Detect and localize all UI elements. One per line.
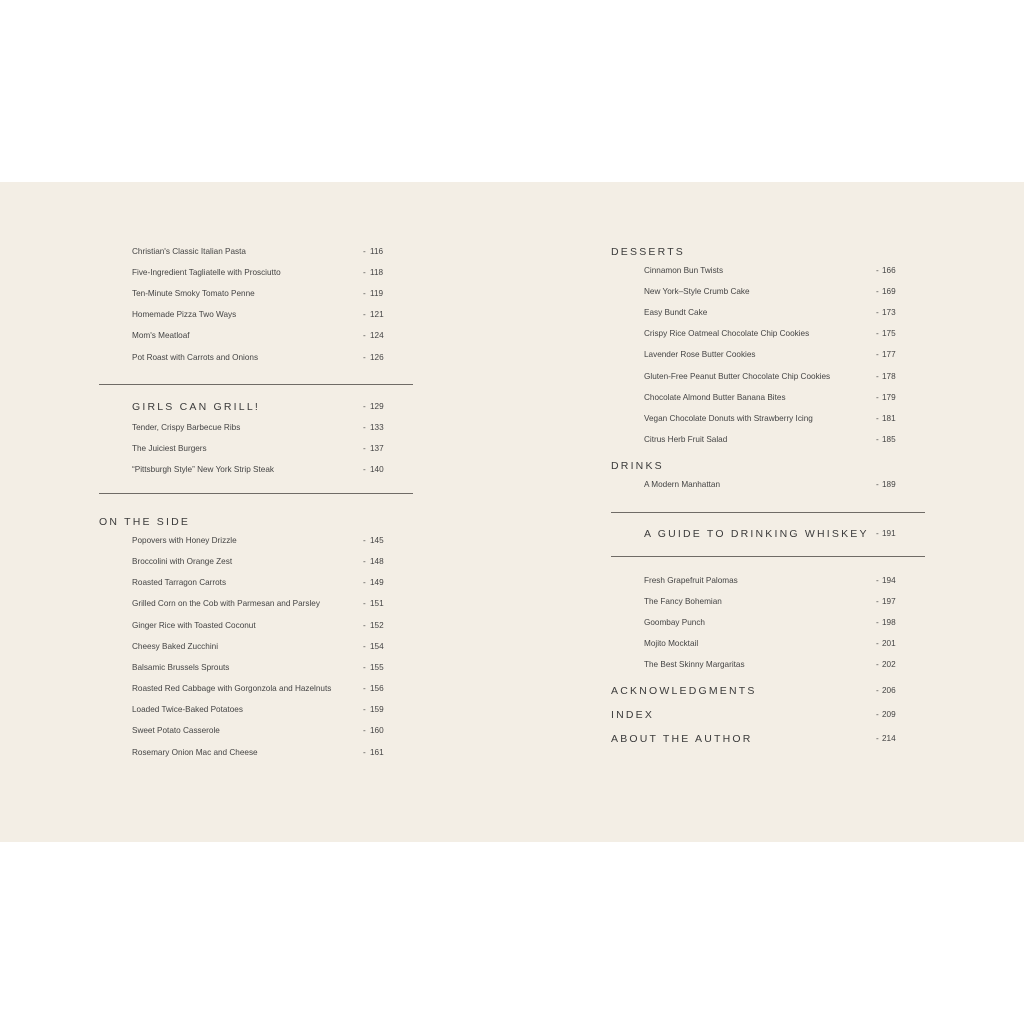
entry-page-number: 149: [370, 578, 384, 588]
section-divider: [99, 384, 413, 385]
toc-entry[interactable]: [132, 287, 400, 301]
entry-title: Easy Bundt Cake: [644, 308, 708, 318]
entry-dash: -: [363, 599, 366, 609]
entry-title: The Fancy Bohemian: [644, 597, 722, 607]
toc-entry[interactable]: [644, 658, 912, 672]
entry-page-number: 116: [370, 247, 384, 256]
entry-page-number: 179: [882, 392, 896, 402]
toc-entry[interactable]: [132, 245, 400, 259]
entry-page-number: 152: [370, 620, 384, 630]
toc-entry[interactable]: [644, 412, 912, 426]
entry-dash: -: [876, 639, 879, 649]
toc-entry[interactable]: [132, 463, 400, 477]
entry-title: Pot Roast with Carrots and Onions: [132, 352, 259, 362]
entry-page-number: 178: [882, 371, 896, 381]
entry-title: Cheesy Baked Zucchini: [132, 641, 219, 651]
entry-title: Loaded Twice-Baked Potatoes: [132, 705, 243, 715]
entry-dash: -: [876, 576, 879, 585]
entry-dash: -: [876, 618, 879, 628]
section-heading-drinks[interactable]: DRINKS: [611, 460, 664, 472]
entry-title: The Best Skinny Margaritas: [644, 660, 745, 670]
entry-title: Homemade Pizza Two Ways: [132, 310, 237, 320]
heading-dash: -: [876, 734, 879, 743]
toc-entry[interactable]: [644, 285, 912, 299]
entry-page-number: 154: [370, 641, 384, 651]
entry-dash: -: [363, 726, 366, 736]
entry-title: Grilled Corn on the Cob with Parmesan and Parsley: [132, 599, 320, 609]
entry-page-number: 181: [882, 413, 896, 423]
entry-title: Citrus Herb Fruit Salad: [644, 434, 728, 444]
entry-dash: -: [876, 480, 879, 489]
entry-page-number: 175: [882, 329, 896, 339]
entry-title: Broccolini with Orange Zest: [132, 557, 233, 567]
entry-dash: -: [876, 308, 879, 318]
entry-title: Crispy Rice Oatmeal Chocolate Chip Cookies: [644, 329, 810, 339]
entry-page-number: 156: [370, 684, 384, 694]
entry-dash: -: [363, 747, 366, 757]
section-heading-desserts[interactable]: DESSERTS: [611, 246, 686, 258]
entry-dash: -: [363, 684, 366, 694]
entry-page-number: 148: [370, 557, 384, 567]
entry-page-number: 155: [370, 662, 384, 672]
entry-page-number: 197: [882, 597, 896, 607]
toc-entry[interactable]: [132, 534, 400, 548]
entry-dash: -: [363, 423, 366, 432]
entry-title: Roasted Tarragon Carrots: [132, 578, 227, 588]
entry-title: Fresh Grapefruit Palomas: [644, 576, 738, 585]
toc-entry[interactable]: [132, 746, 400, 760]
entry-page-number: 151: [370, 599, 384, 609]
entry-dash: -: [363, 578, 366, 588]
entry-title: “Pittsburgh Style” New York Strip Steak: [132, 465, 274, 474]
entry-title: Tender, Crispy Barbecue Ribs: [132, 423, 241, 432]
entry-title: Rosemary Onion Mac and Cheese: [132, 747, 258, 757]
entry-dash: -: [363, 352, 366, 362]
toc-entry[interactable]: [132, 703, 400, 717]
entry-page-number: 126: [370, 352, 384, 362]
entry-page-number: 124: [370, 331, 384, 341]
entry-dash: -: [876, 413, 879, 423]
toc-entry[interactable]: [644, 574, 912, 588]
entry-dash: -: [363, 331, 366, 341]
entry-dash: -: [363, 465, 366, 474]
entry-dash: -: [363, 536, 366, 545]
heading-page-number: 214: [882, 734, 896, 743]
entry-dash: -: [363, 247, 366, 256]
entry-title: Roasted Red Cabbage with Gorgonzola and Hazelnuts: [132, 684, 332, 694]
entry-title: Cinnamon Bun Twists: [644, 266, 724, 275]
entry-page-number: 140: [370, 465, 384, 474]
toc-entry[interactable]: [644, 478, 912, 492]
entry-dash: -: [363, 310, 366, 320]
entry-dash: -: [876, 287, 879, 297]
back-matter-heading[interactable]: ACKNOWLEDGMENTS: [611, 685, 757, 697]
section-divider: [611, 556, 925, 557]
entry-title: Chocolate Almond Butter Banana Bites: [644, 392, 786, 402]
entry-page-number: 189: [882, 480, 896, 489]
entry-dash: -: [876, 597, 879, 607]
heading-page-number: 209: [882, 710, 896, 719]
entry-dash: -: [363, 557, 366, 567]
back-matter-heading[interactable]: INDEX: [611, 709, 655, 721]
toc-entry[interactable]: [132, 661, 400, 675]
entry-page-number: 194: [882, 576, 896, 585]
entry-dash: -: [363, 662, 366, 672]
entry-page-number: 177: [882, 350, 896, 360]
entry-title: The Juiciest Burgers: [132, 444, 207, 453]
heading-dash: -: [876, 710, 879, 719]
entry-dash: -: [876, 434, 879, 444]
entry-dash: -: [876, 350, 879, 360]
heading-page-number: 206: [882, 686, 896, 695]
toc-entry[interactable]: [132, 329, 400, 343]
toc-entry[interactable]: [132, 442, 400, 456]
entry-page-number: 185: [882, 434, 896, 444]
entry-dash: -: [363, 705, 366, 715]
entry-dash: -: [876, 266, 879, 275]
entry-page-number: 202: [882, 660, 896, 670]
entry-title: Christian's Classic Italian Pasta: [132, 247, 246, 256]
entry-title: Ginger Rice with Toasted Coconut: [132, 620, 256, 630]
section-heading-girls-can-grill[interactable]: GIRLS CAN GRILL!: [132, 401, 260, 413]
entry-title: Popovers with Honey Drizzle: [132, 536, 237, 545]
entry-page-number: 159: [370, 705, 384, 715]
heading-page-number: 129: [370, 402, 384, 411]
entry-dash: -: [363, 289, 366, 299]
entry-dash: -: [876, 329, 879, 339]
entry-page-number: 166: [882, 266, 896, 275]
entry-title: Mom's Meatloaf: [132, 331, 190, 341]
entry-page-number: 161: [370, 747, 384, 757]
entry-dash: -: [876, 392, 879, 402]
toc-entry[interactable]: [644, 433, 912, 447]
entry-title: Gluten-Free Peanut Butter Chocolate Chip Cookies: [644, 371, 831, 381]
toc-entry[interactable]: [132, 619, 400, 633]
section-heading-whiskey-guide[interactable]: A GUIDE TO DRINKING WHISKEY: [644, 528, 869, 540]
entry-dash: -: [363, 268, 366, 278]
toc-entry[interactable]: [644, 348, 912, 362]
entry-title: Five-Ingredient Tagliatelle with Prosciutto: [132, 268, 281, 278]
entry-page-number: 137: [370, 444, 384, 453]
entry-page-number: 119: [370, 289, 384, 299]
toc-entry[interactable]: [132, 351, 400, 365]
toc-entry[interactable]: [132, 576, 400, 590]
toc-entry[interactable]: [132, 266, 400, 280]
entry-dash: -: [363, 620, 366, 630]
entry-page-number: 121: [370, 310, 384, 320]
entry-dash: -: [876, 660, 879, 670]
entry-page-number: 173: [882, 308, 896, 318]
entry-title: A Modern Manhattan: [644, 480, 721, 489]
toc-entry[interactable]: [644, 264, 912, 278]
toc-entry[interactable]: [644, 306, 912, 320]
entry-page-number: 169: [882, 287, 896, 297]
toc-spread: [0, 182, 1024, 842]
heading-page-number: 191: [882, 529, 896, 538]
toc-entry[interactable]: [132, 421, 400, 435]
section-divider: [611, 512, 925, 513]
entry-page-number: 145: [370, 536, 384, 545]
entry-title: New York–Style Crumb Cake: [644, 287, 750, 297]
section-heading-on-the-side[interactable]: ON THE SIDE: [99, 516, 191, 528]
entry-page-number: 133: [370, 423, 384, 432]
entry-page-number: 160: [370, 726, 384, 736]
entry-title: Goombay Punch: [644, 618, 705, 628]
toc-entry[interactable]: [132, 555, 400, 569]
toc-entry[interactable]: [132, 308, 400, 322]
entry-page-number: 201: [882, 639, 896, 649]
entry-dash: -: [363, 444, 366, 453]
entry-title: Sweet Potato Casserole: [132, 726, 220, 736]
entry-title: Mojito Mocktail: [644, 639, 699, 649]
entry-title: Ten-Minute Smoky Tomato Penne: [132, 289, 255, 299]
heading-dash: -: [363, 402, 366, 411]
toc-entry[interactable]: [644, 637, 912, 651]
section-divider: [99, 493, 413, 494]
back-matter-heading[interactable]: ABOUT THE AUTHOR: [611, 733, 753, 745]
toc-entry[interactable]: [132, 597, 400, 611]
toc-entry[interactable]: [644, 391, 912, 405]
entry-title: Balsamic Brussels Sprouts: [132, 662, 230, 672]
entry-page-number: 198: [882, 618, 896, 628]
heading-dash: -: [876, 529, 879, 538]
toc-entry[interactable]: [132, 724, 400, 738]
toc-entry[interactable]: [132, 682, 400, 696]
toc-entry[interactable]: [644, 616, 912, 630]
heading-dash: -: [876, 686, 879, 695]
toc-entry[interactable]: [644, 370, 912, 384]
entry-page-number: 118: [370, 268, 384, 278]
entry-dash: -: [876, 371, 879, 381]
entry-title: Vegan Chocolate Donuts with Strawberry Icing: [644, 413, 813, 423]
toc-entry[interactable]: [644, 595, 912, 609]
toc-entry[interactable]: [644, 327, 912, 341]
entry-title: Lavender Rose Butter Cookies: [644, 350, 756, 360]
entry-dash: -: [363, 641, 366, 651]
toc-entry[interactable]: [132, 640, 400, 654]
